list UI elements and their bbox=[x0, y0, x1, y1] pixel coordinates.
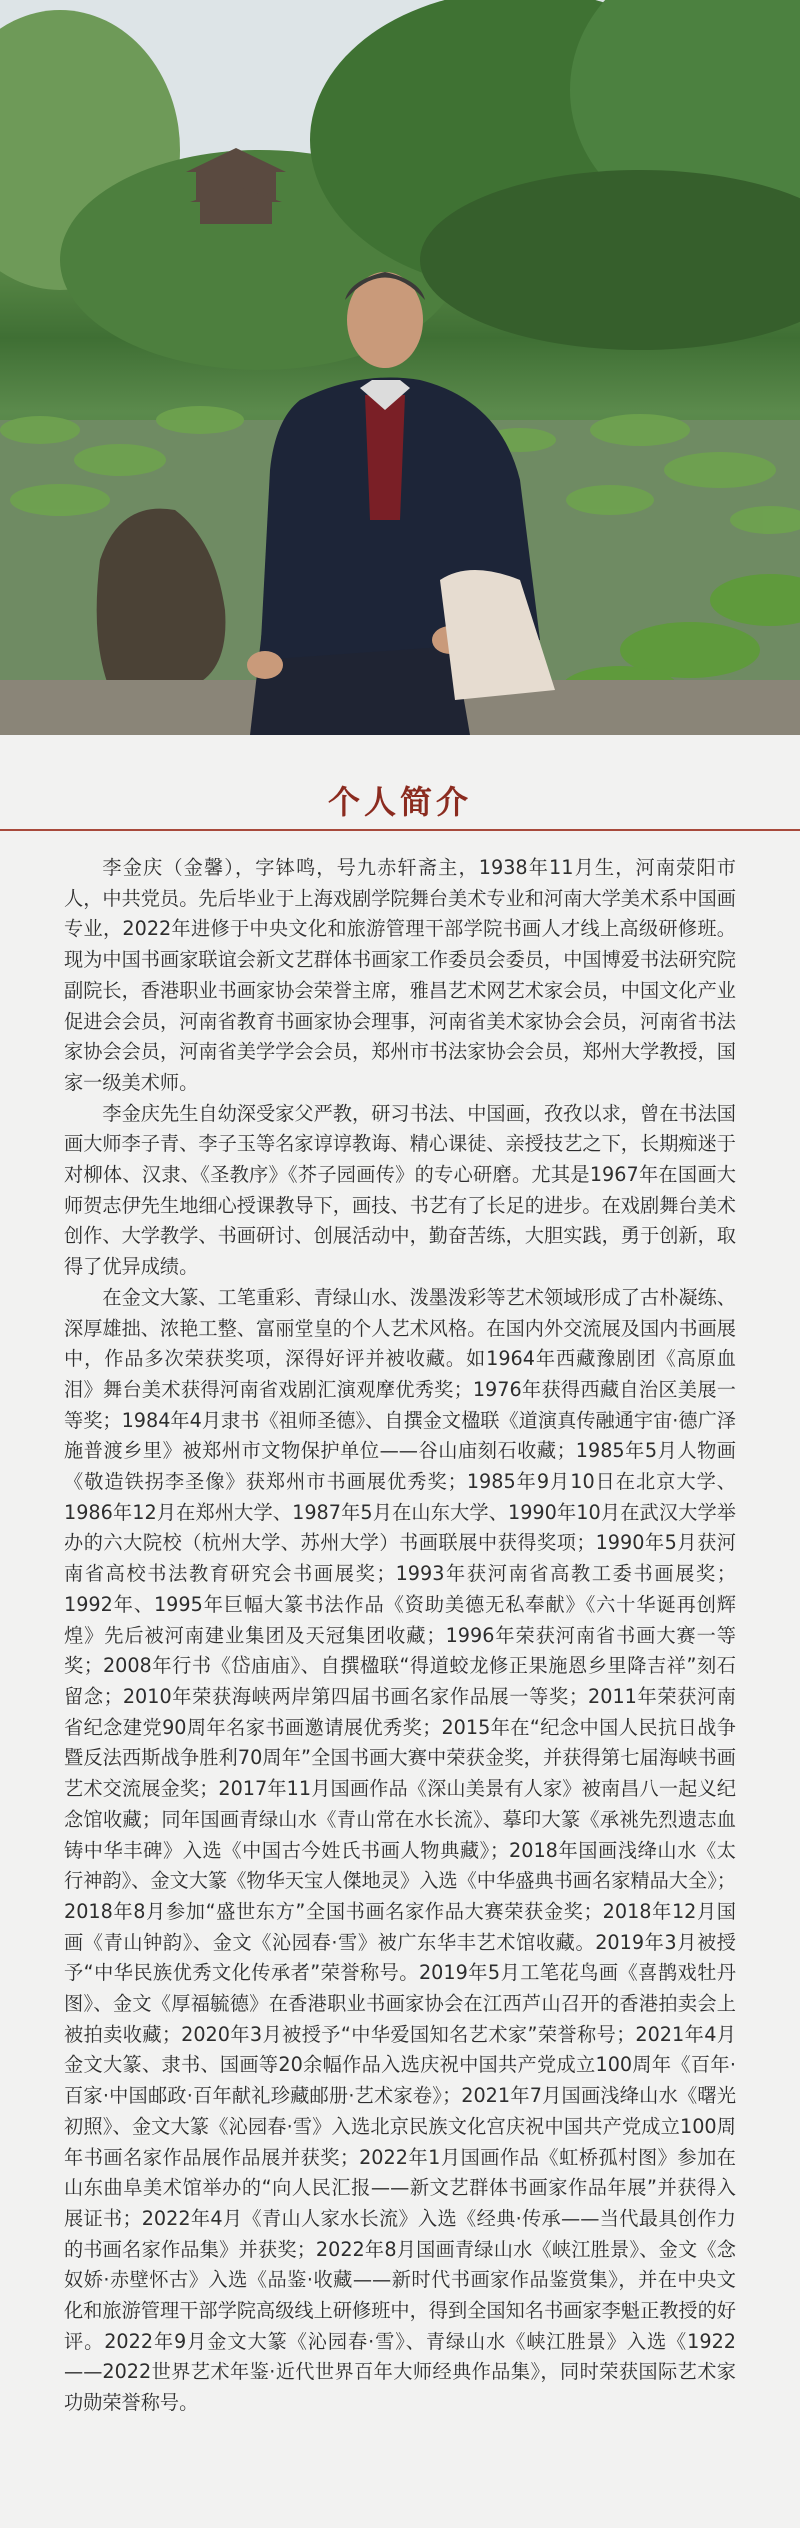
paragraph-1: 李金庆（金馨），字钵鸣，号九赤轩斋主，1938年11月生，河南荥阳市人，中共党员。先后毕业于上海戏剧学院舞台美术专业和河南大学美术系中国画专业，2022年进修于中央文化和旅游管理干部学院书画人才线上高级研修班。现为中国书画家联谊会新文艺群体书画家工作委员会委员，中国博爱书法研究院副院长，香港职业书画家协会荣誉主席，雅昌艺术网艺术家会员，中国文化产业促进会会员，河南省教育书画家协会理事，河南省美术家协会会员，河南省书法家协会会员，河南省美学学会会员，郑州市书法家协会会员，郑州大学教授，国家一级美术师。 bbox=[64, 856, 736, 1094]
paragraph-3: 在金文大篆、工笔重彩、青绿山水、泼墨泼彩等艺术领域形成了古朴凝练、深厚雄拙、浓艳工整、富丽堂皇的个人艺术风格。在国内外交流展及国内书画展中，作品多次荣获奖项，深得好评并被收藏。如1964年西藏豫剧团《高原血泪》舞台美术获得河南省戏剧汇演观摩优秀奖；1976年获得西藏自治区美展一等奖；1984年4月隶书《祖师圣德》、自撰金文楹联《道演真传融通宇宙·德广泽施普渡乡里》被郑州市文物保护单位——谷山庙刻石收藏；1985年5月人物画《敬造铁拐李圣像》获郑州市书画展优秀奖；1985年9月10日在北京大学、1986年12月在郑州大学、1987年5月在山东大学、1990年10月在武汉大学举办的六大院校（杭州大学、苏州大学）书画联展中获得奖项；1990年5月获河南省高校书法教育研究会书画展奖；1993年获河南省高教工委书画展奖；1992年、1995年巨幅大篆书法作品《资助美德无私奉献》《六十华诞再创辉煌》先后被河南建业集团及天冠集团收藏；1996年荣获河南省书画大赛一等奖；2008年行书《岱庙庙》、自撰楹联“得道蛟龙修正果施恩乡里降吉祥”刻石留念；2010年荣获海峡两岸第四届书画名家作品展一等奖；2011年荣获河南省纪念建党90周年名家书画邀请展优秀奖；2015年在“纪念中国人民抗日战争暨反法西斯战争胜利70周年”全国书画大赛中荣获金奖，并获得第七届海峡书画艺术交流展金奖；2017年11月国画作品《深山美景有人家》被南昌八一起义纪念馆收藏；同年国画青绿山水《青山常在水长流》、摹印大篆《承祧先烈遗志血铸中华丰碑》入选《中国古今姓氏书画人物典藏》；2018年国画浅绛山水《太行神韵》、金文大篆《物华天宝人傑地灵》入选《中华盛典书画名家精品大全》；2018年8月参加“盛世东方”全国书画名家作品大赛荣获金奖；2018年12月国画《青山钟韵》、金文《沁园春·雪》被广东华丰艺术馆收藏。2019年3月被授予“中华民族优秀文化传承者”荣誉称号。2019年5月工笔花鸟画《喜鹊戏牡丹图》、金文《厚福毓德》在香港职业书画家协会在江西芦山召开的香港拍卖会上被拍卖收藏；2020年3月被授予“中华爱国知名艺术家”荣誉称号；2021年4月金文大篆、隶书、国画等20余幅作品入选庆祝中国共产党成立100周年《百年·百家·中国邮政·百年献礼珍藏邮册·艺术家卷》；2021年7月国画浅绛山水《曙光初照》、金文大篆《沁园春·雪》入选北京民族文化宫庆祝中国共产党成立100周年书画名家作品展作品展并获奖；2022年1月国画作品《虹桥孤村图》参加在山东曲阜美术馆举办的“向人民汇报——新文艺群体书画家作品年展”并获得入展证书；2022年4月《青山人家水长流》入选《经典·传承——当代最具创作力的书画名家作品集》并获奖；2022年8月国画青绿山水《峡江胜景》、金文《念奴娇·赤壁怀古》入选《品鉴·收藏——新时代书画家作品鉴赏集》，并在中央文化和旅游管理干部学院高级线上研修班中，得到全国知名书画家李魁正教授的好评。2022年9月金文大篆《沁园春·雪》、青绿山水《峡江胜景》入选《1922——2022世界艺术年鉴·近代世界百年大师经典作品集》，同时荣获国际艺术家功勋荣誉称号。 bbox=[64, 1285, 736, 2415]
biography-section bbox=[0, 735, 800, 2528]
biography-text bbox=[64, 853, 736, 2419]
section-title: 个人简介 bbox=[327, 783, 472, 821]
portrait-illustration bbox=[0, 0, 800, 735]
title-divider bbox=[0, 829, 800, 831]
portrait-photo bbox=[0, 0, 800, 735]
paragraph-2: 李金庆先生自幼深受家父严教，研习书法、中国画，孜孜以求，曾在书法国画大师李子青、李子玉等名家谆谆教诲、精心课徒、亲授技艺之下，长期痴迷于对柳体、汉隶、《圣教序》《芥子园画传》的专心研磨。尤其是1967年在国画大师贺志伊先生地细心授课教导下，画技、书艺有了长足的进步。在戏剧舞台美术创作、大学教学、书画研讨、创展活动中，勤奋苦练，大胆实践，勇于创新，取得了优异成绩。 bbox=[64, 1101, 736, 1279]
